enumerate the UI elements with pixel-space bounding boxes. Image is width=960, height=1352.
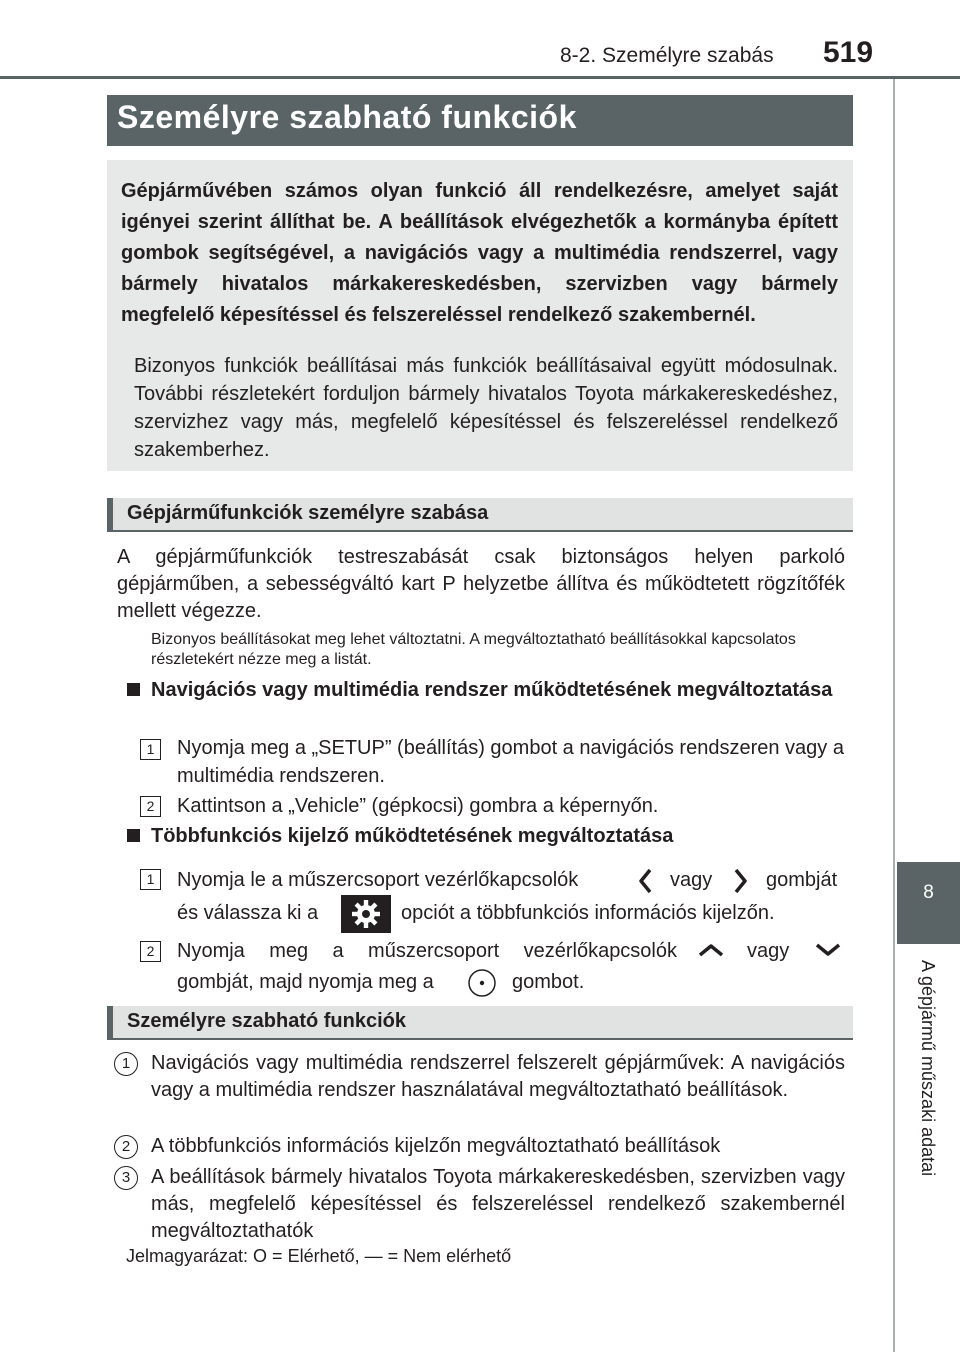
item-number: 3	[114, 1166, 138, 1190]
step-text: Nyomja le a műszercsoport vezérlőkapcsolók	[177, 869, 579, 891]
chevron-left-icon	[636, 866, 656, 896]
step-text: Kattintson a „Vehicle” (gépkocsi) gombra a képernyőn.	[177, 795, 659, 817]
intro-note: Bizonyos funkciók beállításai más funkciók beállításaival együtt módosulnak. További részletekért forduljon bármely hivatalos Toyota márkakereskedéshez, szervizhez vagy más, megfelelő képesítéssel és felszereléssel rendelkező szakemberhez.	[134, 355, 838, 461]
section-heading-text: Gépjárműfunkciók személyre szabása	[127, 502, 489, 524]
item-number: 2	[114, 1135, 138, 1159]
section-heading-customization	[107, 498, 853, 530]
step-text: Nyomja meg a műszercsoport vezérlőkapcsolók	[177, 940, 677, 962]
step-text: gombot.	[512, 971, 585, 993]
header-rule	[0, 76, 960, 79]
page-number: 519	[823, 36, 874, 69]
feature-item: A többfunkciós információs kijelzőn megváltoztatható beállítások	[151, 1135, 721, 1157]
header-section: 8-2. Személyre szabás	[560, 44, 774, 67]
step-number: 2	[140, 796, 161, 817]
step-text: vagy	[747, 940, 790, 962]
feature-item: Navigációs vagy multimédia rendszerrel felszerelt gépjárművek: A navigációs vagy a multimédia rendszer használatával megváltoztatható beállítások.	[151, 1052, 845, 1101]
step-text: és válassza ki a	[177, 902, 319, 924]
section1-paragraph: A gépjárműfunkciók testreszabását csak biztonságos helyen parkoló gépjárműben, a sebességváltó kart P helyzetbe állítva és működtetett rögzítőfék mellett végezze.	[117, 546, 845, 622]
heading-rule	[107, 530, 853, 532]
mid-subheading: Többfunkciós kijelző működtetésének megváltoztatása	[151, 825, 674, 847]
step-text: vagy	[670, 869, 713, 891]
section-heading-features	[107, 1006, 853, 1038]
section1-small-note: Bizonyos beállításokat meg lehet változtatni. A megváltoztatható beállításokkal kapcsolatos részletekért nézze meg a listát.	[151, 631, 796, 668]
ok-button-icon	[467, 968, 497, 998]
chevron-right-icon	[730, 866, 750, 896]
intro-bold-text: Gépjárművében számos olyan funkció áll rendelkezésre, amelyet saját igényei szerint állíthat be. A beállítások elvégezhetők a kormányba épített gombok segítségével, a navigációs vagy a multimédia rendszerrel, vagy bármely hivatalos márkakereskedésben, szervizben vagy bármely megfelelő képesítéssel és felszereléssel rendelkező szakembernél.	[121, 180, 838, 326]
heading-bar	[107, 498, 113, 530]
heading-rule	[107, 1038, 853, 1040]
side-rule	[893, 79, 895, 1352]
step-text: gombját	[766, 869, 838, 891]
step-text: gombját, majd nyomja meg a	[177, 971, 434, 993]
chevron-down-icon	[813, 940, 843, 960]
step-number: 1	[140, 869, 161, 890]
step-number: 2	[140, 941, 161, 962]
item-number: 1	[114, 1052, 138, 1076]
page-title: Személyre szabható funkciók	[117, 99, 577, 135]
nav-subheading: Navigációs vagy multimédia rendszer működtetésének megváltoztatása	[151, 679, 833, 701]
bullet-square	[127, 829, 140, 842]
feature-item: A beállítások bármely hivatalos Toyota márkakereskedésben, szervizben vagy más, megfelelő képesítéssel és felszereléssel rendelkező szakembernél megváltoztathatók	[151, 1166, 845, 1242]
section-heading-text: Személyre szabható funkciók	[127, 1010, 406, 1032]
step-text: Nyomja meg a „SETUP” (beállítás) gombot a navigációs rendszeren vagy a multimédia rendszeren.	[177, 737, 844, 787]
step-text: opciót a többfunkciós információs kijelzőn.	[401, 902, 775, 924]
chevron-up-icon	[696, 940, 726, 960]
settings-gear-icon	[341, 895, 391, 933]
bullet-square	[127, 683, 140, 696]
heading-bar	[107, 1006, 113, 1038]
step-number: 1	[140, 739, 161, 760]
chapter-label: A gépjármű műszaki adatai	[918, 960, 938, 1177]
legend: Jelmagyarázat: O = Elérhető, — = Nem elérhető	[126, 1246, 512, 1266]
chapter-tab[interactable]: 8	[897, 862, 960, 944]
